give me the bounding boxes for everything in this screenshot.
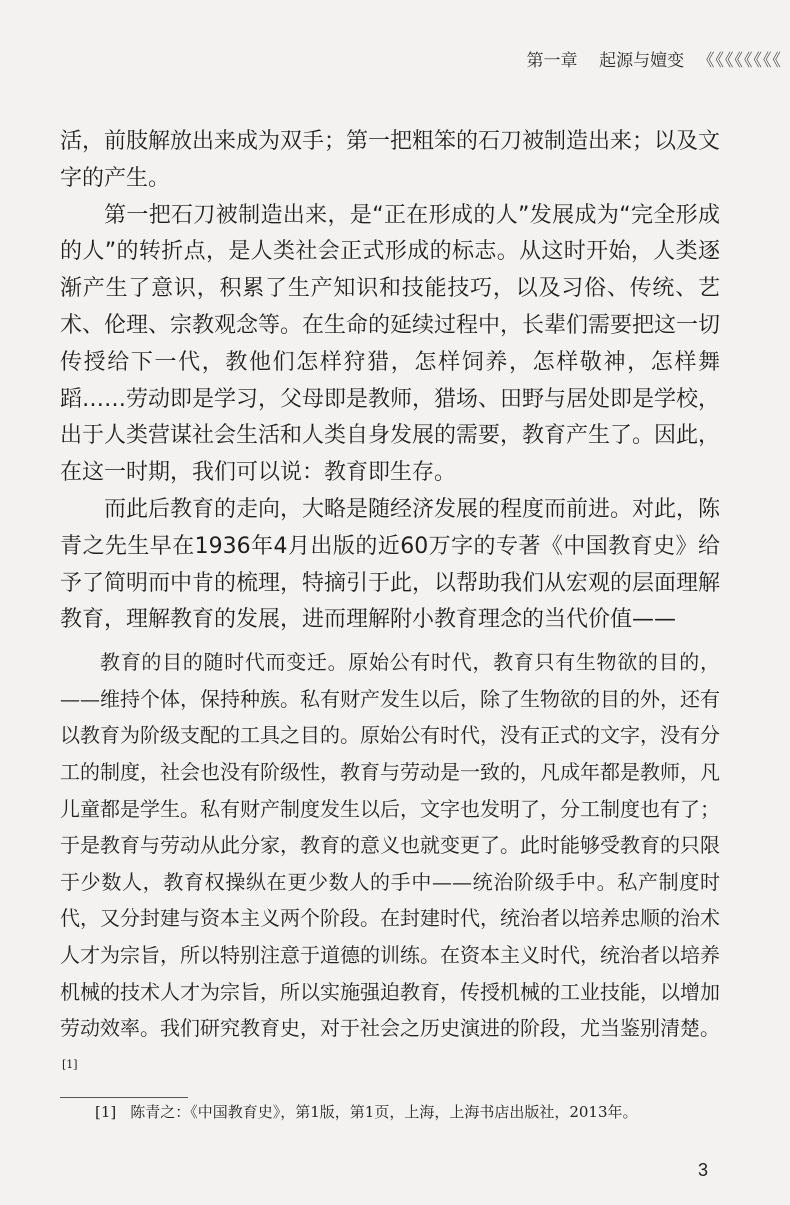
footnote [95,1102,638,1122]
page-number: 3 [697,1160,708,1180]
paragraph-1: 活，前肢解放出来成为双手；第一把粗笨的石刀被制造出来；以及文字的产生。 [60,129,721,191]
chapter-label: 第一章 [526,51,578,71]
running-header [0,46,790,86]
quote-text: 教育的目的随时代而变迁。原始公有时代，教育只有生物欲的目的，——维持个体，保持种族。私有财产发生以后，除了生物欲的目的外，还有以教育为阶级支配的工具之目的。原始公有时代，没有正式的文字，没有分工的制度，社会也没有阶级性，教育与劳动是一致的，凡成年都是教师，凡儿童都是学生。私有财产制度发生以后，文字也发明了，分工制度也有了；于是教育与劳动从此分家，教育的意义也就变更了。此时能够受教育的只限于少数人，教育权操纵在更少数人的手中——统治阶级手中。私产制度时代，又分封建与资本主义两个阶段。在封建时代，统治者以培养忠顺的治术人才为宗旨，所以特别注意于道德的训练。在资本主义时代，统治者以培养机械的技术人才为宗旨，所以实施强迫教育，传授机械的工业技能，以增加劳动效率。我们研究教育史，对于社会之历史演进的阶段，尤当鉴别清楚。 [60,650,720,1041]
paragraph-3: 而此后教育的走向，大略是随经济发展的程度而前进。对此，陈青之先生早在1936年4月出版的近60万字的专著《中国教育史》给予了简明而中肯的梳理，特摘引于此，以帮助我们从宏观的层面理解教育，理解教育的发展，进而理解附小教育理念的当代价值—— [60,496,721,633]
block-quote [60,644,720,1089]
main-content [60,124,720,1089]
chevron-decoration: 《《《《《《《《 [697,51,782,71]
footnote-reference[interactable]: [1] [62,1057,78,1071]
footnote-text: 陈青之：《中国教育史》，第1版，第1页，上海，上海书店出版社，2013年。 [130,1103,638,1121]
footnote-number: [1] [95,1103,117,1121]
footnote-divider [60,1097,188,1098]
paragraph-2: 第一把石刀被制造出来，是“正在形成的人”发展成为“完全形成的人”的转折点，是人类社会正式形成的标志。从这时开始，人类逐渐产生了意识，积累了生产知识和技能技巧，以及习俗、传统、艺术、伦理、宗教观念等。在生命的延续过程中，长辈们需要把这一切传授给下一代，教他们怎样狩猎，怎样饲养，怎样敬神，怎样舞蹈……劳动即是学习，父母即是教师，猎场、田野与居处即是学校，出于人类营谋社会生活和人类自身发展的需要，教育产生了。因此，在这一时期，我们可以说：教育即生存。 [60,202,721,486]
chapter-title: 起源与嬗变 [599,51,685,71]
